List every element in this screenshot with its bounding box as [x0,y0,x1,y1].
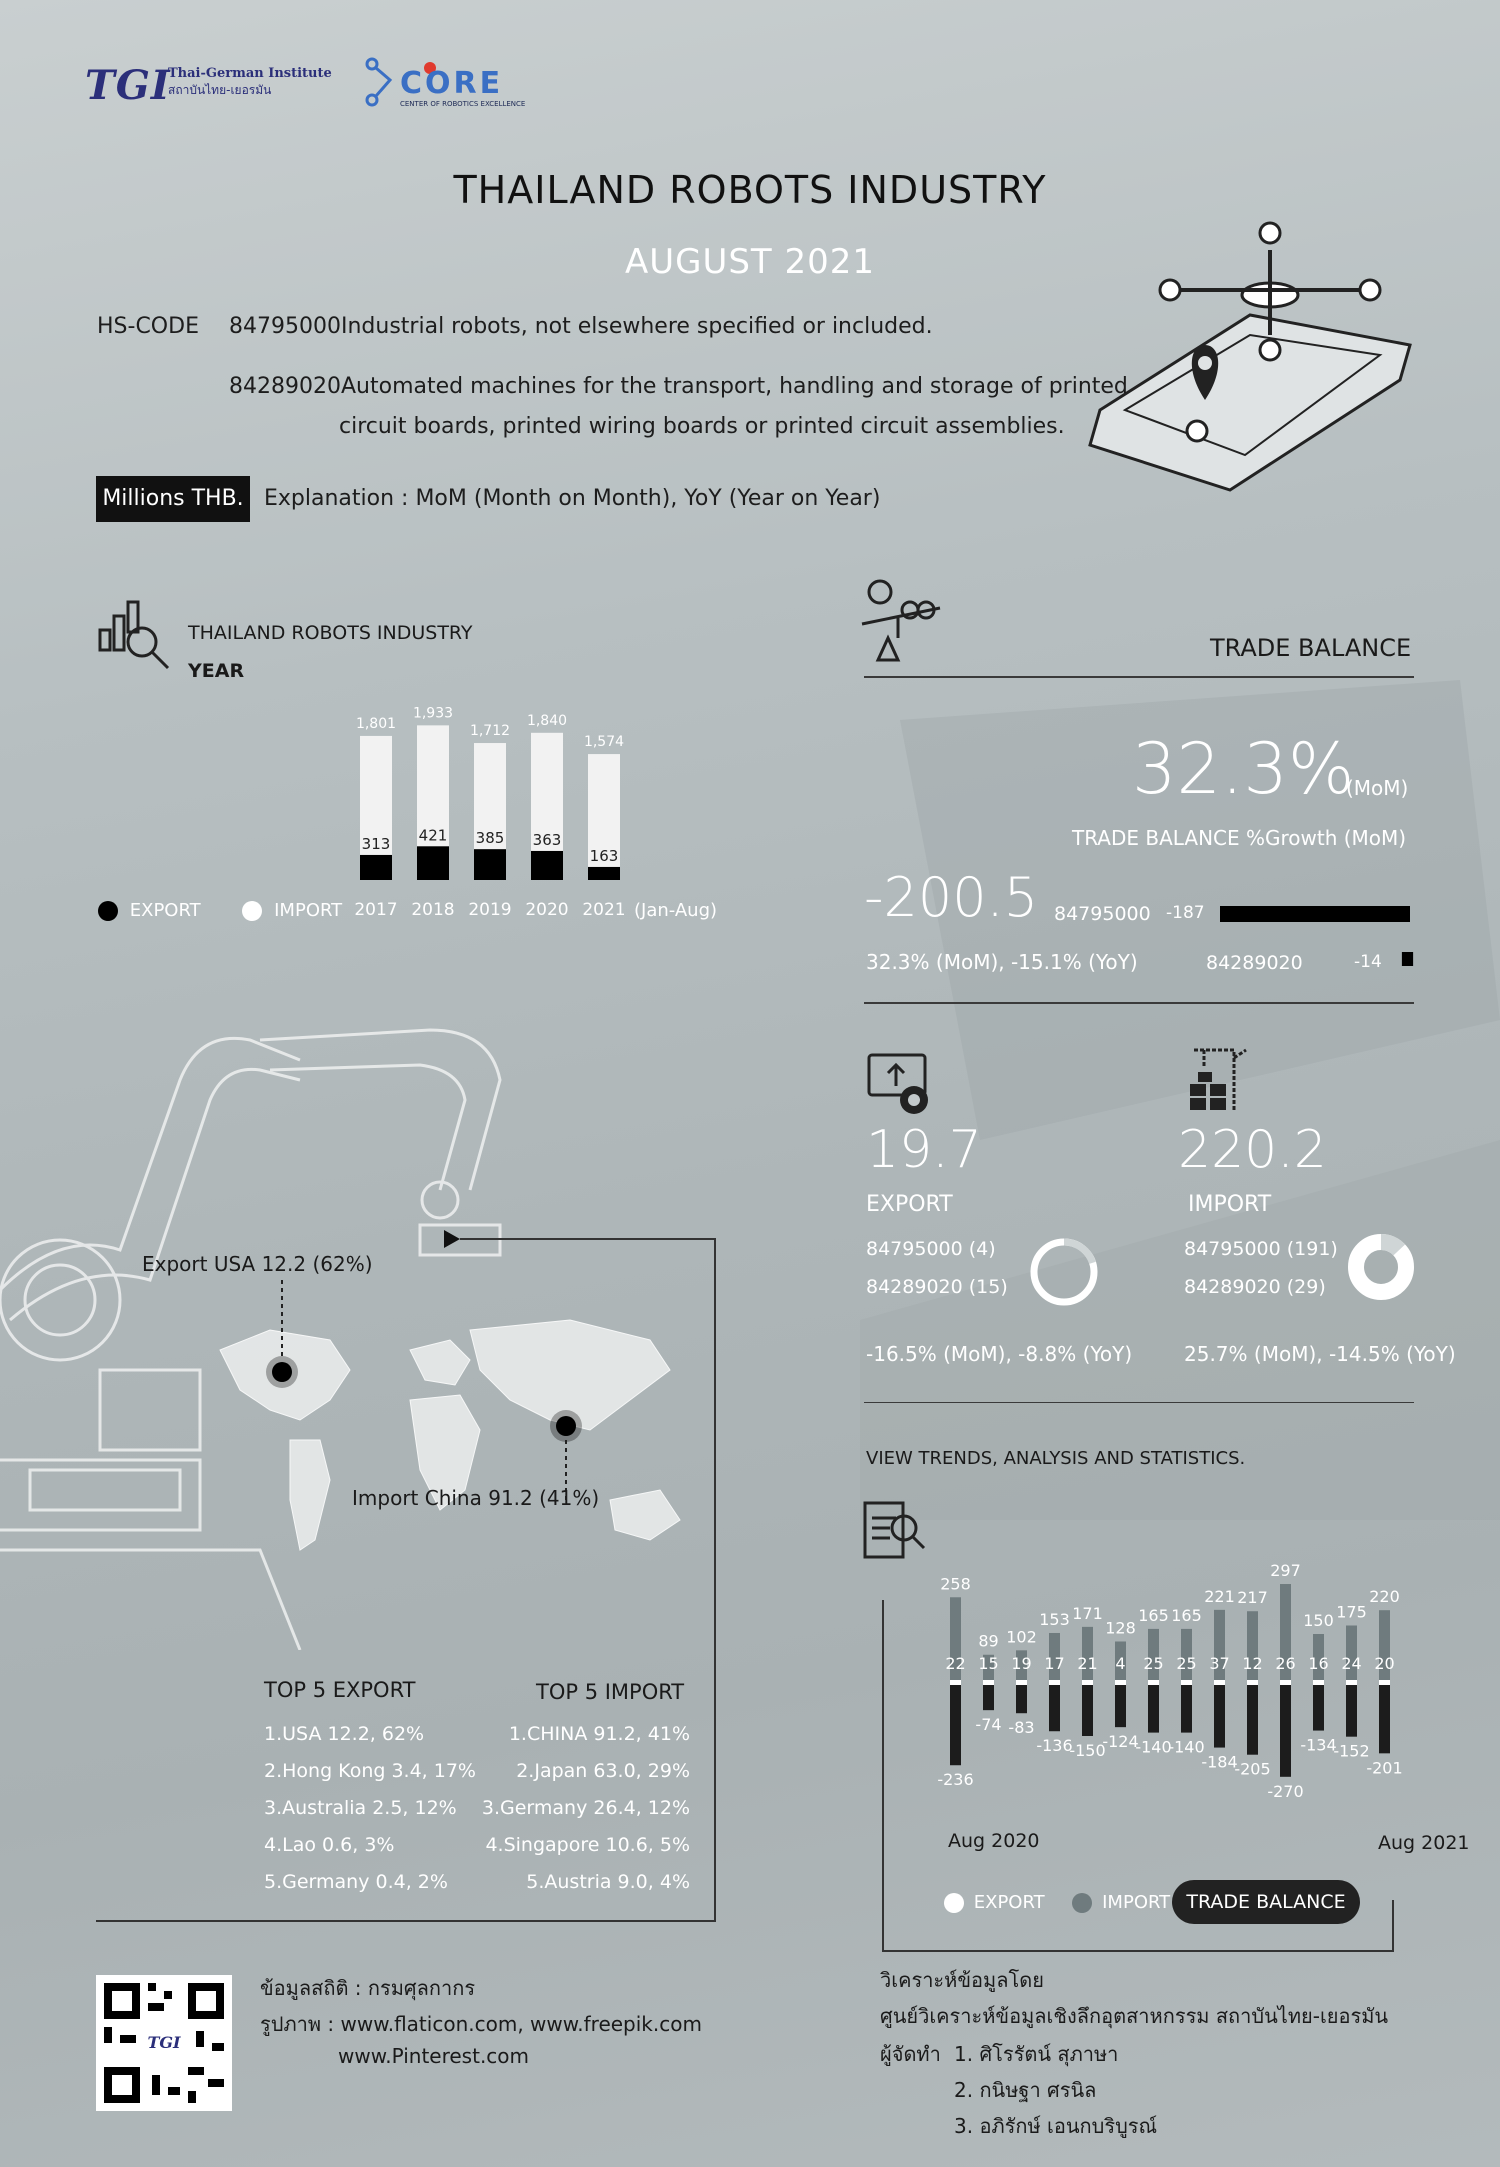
export-value-label: 163 [589,846,619,865]
trend-legend [944,1892,1170,1913]
trend-balance-label: -184 [1201,1752,1238,1772]
trend-balance-bar [1247,1685,1258,1755]
trend-balance-bar [950,1685,961,1765]
trade-balance-rule-top [864,676,1414,678]
unit-badge: Millions THB. [96,476,250,522]
top5-export-title: TOP 5 EXPORT [264,1678,416,1702]
import-line2: 84289020 (29) [1184,1276,1326,1298]
trend-import-label: 153 [1039,1609,1070,1629]
trend-export-label: 4 [1115,1654,1126,1673]
export-line1: 84795000 (4) [866,1238,996,1260]
trend-balance-label: -74 [975,1715,1002,1735]
trade-balance-value: -200.5 [864,866,1039,929]
authors-label: ผู้จัดทำ [880,2042,941,2066]
top5-export-item-5: 5.Germany 0.4, 2% [264,1871,448,1893]
import-line1: 84795000 (191) [1184,1238,1338,1260]
trend-balance-label: -134 [1300,1735,1337,1755]
trade-balance-change: 32.3% (MoM), -15.1% (YoY) [866,950,1138,974]
trend-import-label: 171 [1072,1603,1103,1623]
trend-import-label: 297 [1270,1561,1301,1581]
trend-balance-label: -236 [937,1770,974,1790]
page-subtitle: AUGUST 2021 [624,242,876,282]
import-donut [1346,1232,1416,1302]
trend-import-label: 221 [1204,1586,1235,1606]
trade-balance-heading: TRADE BALANCE [1210,634,1412,662]
top5-import-item-2: 2.Japan 63.0, 29% [516,1760,690,1782]
hs2-code: 84289020 [229,374,341,399]
trend-balance-bar [1346,1685,1357,1737]
year-tick-label: 2021 [582,900,626,920]
hs2-description-line1: Automated machines for the transport, handling and storage of printed [341,374,1128,399]
drone-phone-illustration [1080,205,1420,495]
trend-balance-bar [1016,1685,1027,1713]
trend-import-label: 175 [1336,1602,1367,1622]
top5-import-list [470,1716,690,1901]
import-warehouse-icon [1184,1044,1250,1112]
yearly-legend [98,900,342,921]
trend-import-label: 89 [978,1631,999,1651]
trend-export-label: 26 [1275,1654,1296,1673]
trend-import-bar [1247,1611,1258,1685]
trend-export-bar [1115,1680,1126,1685]
trend-balance-bar [1181,1685,1192,1733]
export-value-label: 385 [475,829,505,848]
legend-export-label: EXPORT [129,900,201,921]
trend-export-bar [1148,1680,1159,1685]
export-bar [531,851,563,880]
trend-export-bar [1247,1680,1258,1685]
import-callout: Import China 91.2 (41%) [352,1486,600,1510]
trend-export-label: 22 [945,1654,966,1673]
export-callout-marker [262,1280,302,1390]
connector-line-bottom-left [96,1920,716,1922]
yearly-subheading: YEAR [188,660,245,682]
trend-import-label: 220 [1369,1587,1400,1607]
trend-export-bar [983,1680,994,1685]
author-3: 3. อภิรักษ์ เอนกบริบูรณ์ [954,2114,1158,2138]
top5-import-item-5: 5.Austria 9.0, 4% [526,1871,690,1893]
trend-balance-label: -152 [1333,1741,1370,1761]
trend-frame-right [1392,1900,1394,1952]
trend-import-label: 102 [1006,1627,1037,1647]
yearly-heading: THAILAND ROBOTS INDUSTRY [188,622,473,644]
export-label: EXPORT [866,1192,953,1217]
connector-line-top [460,1238,716,1240]
export-bar [474,849,506,880]
trend-export-label: 25 [1176,1654,1197,1673]
export-bar [588,867,620,880]
trend-balance-label: -205 [1234,1759,1271,1779]
trade-balance-caption: TRADE BALANCE %Growth (MoM) [1072,826,1407,850]
core-sub: CENTER OF ROBOTICS EXCELLENCE [400,100,526,108]
top5-export-item-2: 2.Hong Kong 3.4, 17% [264,1760,476,1782]
year-tick-label: 2019 [468,900,512,920]
trend-export-label: 12 [1242,1654,1263,1673]
total-value-label: 1,574 [583,734,625,751]
trend-export-label: 24 [1341,1654,1362,1673]
total-value-label: 1,801 [355,715,397,732]
qr-code[interactable] [96,1975,232,2111]
tb-row1-value: -187 [1166,903,1205,923]
trend-balance-bar [1082,1685,1093,1736]
trend-legend-export-dot [944,1893,964,1913]
trend-balance-bar [1115,1685,1126,1727]
top5-import-item-4: 4.Singapore 10.6, 5% [485,1834,690,1856]
trend-export-label: 21 [1077,1654,1098,1673]
trend-balance-bar [983,1685,994,1710]
trend-balance-bar [1280,1685,1291,1777]
trend-balance-label: -83 [1008,1718,1035,1738]
export-value-label: 313 [361,834,391,853]
trend-export-bar [950,1680,961,1685]
legend-import-dot [242,901,262,921]
export-value-label: 363 [532,830,562,849]
hs1-code: 84795000 [229,314,341,339]
yearly-bar-chart [340,670,640,920]
export-bar [360,855,392,880]
import-label: IMPORT [1188,1192,1272,1217]
tb-row2-code: 84289020 [1206,952,1303,974]
trend-frame-left [882,1600,884,1952]
trend-import-label: 165 [1171,1605,1202,1625]
trends-heading: VIEW TRENDS, ANALYSIS AND STATISTICS. [866,1448,1246,1469]
top5-export-item-4: 4.Lao 0.6, 3% [264,1834,395,1856]
trend-export-bar [1346,1680,1357,1685]
page-title: THAILAND ROBOTS INDUSTRY [453,168,1047,212]
trend-import-label: 128 [1105,1618,1136,1638]
trend-export-bar [1379,1680,1390,1685]
top5-import-item-3: 3.Germany 26.4, 12% [481,1797,690,1819]
trade-balance-pct-unit: (MoM) [1346,776,1409,800]
author-1: 1. ศิโรรัตน์ สุภาษา [954,2042,1119,2066]
trend-balance-label: -140 [1135,1737,1172,1757]
analysis-center: ศูนย์วิเคราะห์ข้อมูลเชิงลึกอุตสาหกรรม สถาบันไทย-เยอรมัน [880,2004,1389,2028]
trend-legend-import-dot [1072,1893,1092,1913]
trade-balance-code-bar [1220,906,1410,922]
total-value-label: 1,840 [526,712,568,729]
core-mark: CORE [400,66,504,101]
year-tick-label: 2020 [525,900,569,920]
trend-balance-bar [1313,1685,1324,1731]
tb-row1-code: 84795000 [1054,903,1151,925]
trend-export-label: 20 [1374,1654,1395,1673]
export-line2: 84289020 (15) [866,1276,1008,1298]
trend-balance-bar [1214,1685,1225,1748]
core-logo [360,52,530,112]
import-value: 220.2 [1178,1120,1327,1180]
trend-export-bar [1181,1680,1192,1685]
trend-export-bar [1082,1680,1093,1685]
top5-export-item-3: 3.Australia 2.5, 12% [264,1797,457,1819]
trend-export-bar [1214,1680,1225,1685]
trend-legend-import: IMPORT [1102,1892,1171,1913]
export-donut [1026,1234,1102,1310]
trend-export-label: 17 [1044,1654,1065,1673]
hs2-description-line2: circuit boards, printed wiring boards or printed circuit assemblies. [339,414,1065,439]
footer-images: รูปภาพ : www.flaticon.com, www.freepik.com [260,2012,702,2036]
total-value-label: 1,933 [412,705,454,722]
tgi-name-th: สถาบันไทย-เยอรมัน [168,83,272,97]
trend-balance-label: -150 [1069,1741,1106,1760]
tgi-logo: TGI [85,62,171,109]
legend-import-label: IMPORT [274,900,343,921]
trend-export-label: 16 [1308,1654,1329,1673]
export-icon [866,1052,934,1118]
summary-rule [864,1402,1414,1403]
explanation-text: Explanation : MoM (Month on Month), YoY (Year on Year) [264,486,881,511]
top5-import-item-1: 1.CHINA 91.2, 41% [508,1723,690,1745]
trend-import-label: 165 [1138,1605,1169,1625]
trend-balance-label: -201 [1366,1758,1403,1778]
trend-legend-export: EXPORT [973,1892,1045,1913]
trend-balance-label: -270 [1267,1781,1304,1801]
trend-import-label: 150 [1303,1611,1334,1630]
tb-row2-value: -14 [1354,952,1382,972]
trend-start-label: Aug 2020 [948,1830,1040,1852]
footer-source: ข้อมูลสถิติ : กรมศุลกากร [260,1976,476,2000]
balance-scale-icon [858,578,944,668]
trend-export-label: 15 [978,1654,999,1673]
legend-export-dot [98,901,118,921]
tgi-name [168,66,332,98]
author-2: 2. กนิษฐา ศรนิล [954,2078,1097,2102]
top5-export-item-1: 1.USA 12.2, 62% [264,1723,425,1745]
trade-balance-code-bar [1402,952,1413,966]
trend-import-label: 217 [1237,1588,1268,1608]
trend-import-bar [1214,1610,1225,1685]
trend-export-label: 19 [1011,1654,1032,1673]
trend-end-label: Aug 2021 [1378,1832,1470,1854]
export-callout: Export USA 12.2 (62%) [142,1252,373,1276]
import-change: 25.7% (MoM), -14.5% (YoY) [1184,1342,1456,1366]
monthly-trend-chart [930,1540,1430,1870]
tgi-name-en: Thai-German Institute [168,66,332,81]
trend-balance-label: -140 [1168,1737,1205,1757]
trend-import-label: 258 [940,1574,971,1594]
trend-balance-bar [1379,1685,1390,1753]
trend-export-label: 25 [1143,1654,1164,1673]
connector-arrow [444,1230,460,1248]
trend-export-label: 37 [1209,1654,1230,1673]
bar-chart-magnifier-icon [96,596,176,676]
analysis-by: วิเคราะห์ข้อมูลโดย [880,1968,1044,1992]
trend-balance-bar [1148,1685,1159,1733]
document-magnifier-icon [862,1500,928,1566]
connector-line-right [714,1238,716,1922]
total-value-label: 1,712 [469,723,511,740]
top5-import-title: TOP 5 IMPORT [536,1680,685,1704]
trend-legend-balance: TRADE BALANCE [1172,1880,1360,1924]
trend-import-bar [1379,1610,1390,1685]
trend-balance-label: -136 [1036,1736,1073,1756]
yearly-suffix: (Jan-Aug) [634,900,718,921]
trend-export-bar [1049,1680,1060,1685]
trend-export-bar [1280,1680,1291,1685]
trend-balance-bar [1049,1685,1060,1731]
trade-balance-rule-bottom [864,1002,1414,1004]
hs1-description: Industrial robots, not elsewhere specified or included. [341,314,933,339]
export-value-label: 421 [418,826,448,845]
export-bar [417,846,449,880]
footer-images-2: www.Pinterest.com [338,2044,530,2068]
export-change: -16.5% (MoM), -8.8% (YoY) [866,1342,1133,1366]
trade-balance-code-bars [1210,898,1420,968]
trade-balance-pct: 32.3% [1132,728,1355,810]
trend-balance-label: -124 [1102,1732,1139,1752]
trend-export-bar [1016,1680,1027,1685]
year-tick-label: 2018 [411,900,455,920]
export-value: 19.7 [866,1120,982,1180]
year-tick-label: 2017 [354,900,398,920]
trend-frame-bottom [882,1950,1394,1952]
top5-export-list [264,1716,476,1901]
trend-export-bar [1313,1680,1324,1685]
hs-code-label: HS-CODE [97,314,199,339]
qr-logo: TGI [146,2031,182,2055]
